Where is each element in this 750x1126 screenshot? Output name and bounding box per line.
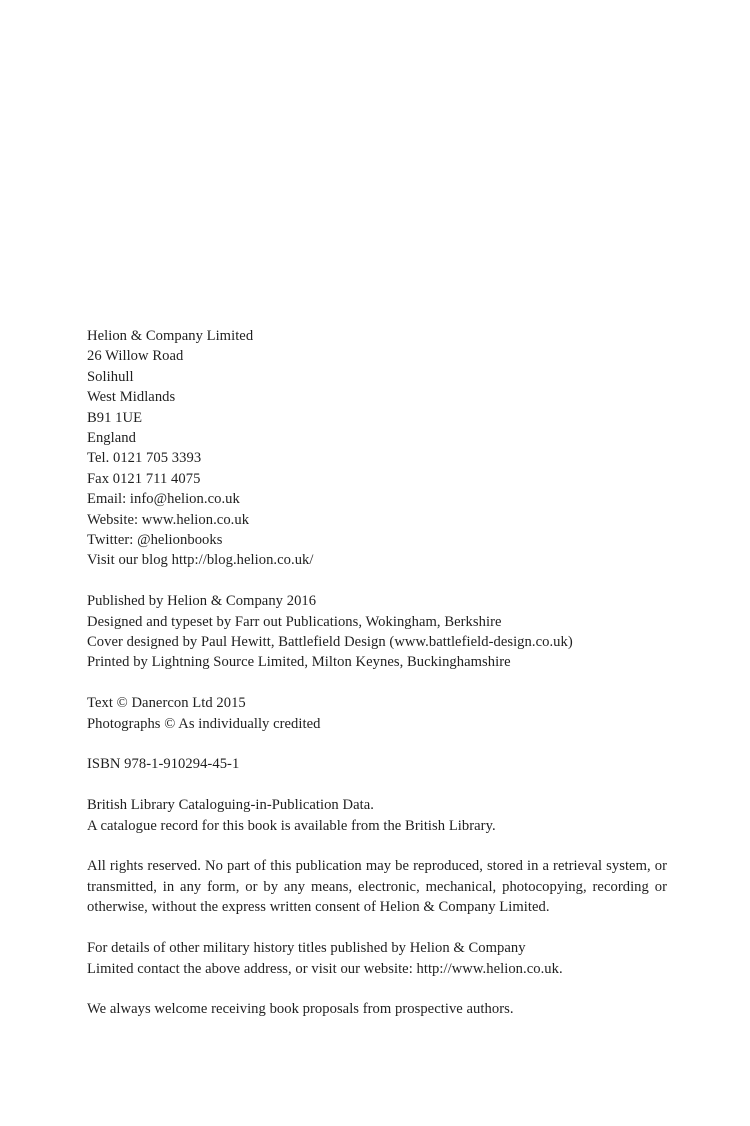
address-county: West Midlands xyxy=(87,389,176,406)
typeset-by-line: Designed and typeset by Farr out Publications, Wokingham, Berkshire xyxy=(87,613,502,630)
photographs-copyright-line: Photographs © As individually credited xyxy=(87,715,321,732)
isbn-line: ISBN 978-1-910294-45-1 xyxy=(87,756,240,773)
proposals-line: We always welcome receiving book proposals from prospective authors. xyxy=(87,1001,514,1018)
publisher-name: Helion & Company Limited xyxy=(87,328,254,344)
address-country: England xyxy=(87,430,136,447)
email-line: Email: info@helion.co.uk xyxy=(87,491,240,508)
rights-paragraph: All rights reserved. No part of this publication may be reproduced, stored in a retrieval system, or transmitted, in any form, or by any means, electronic, mechanical, photocopying, recording or otherwise, without the express written consent of Helion & Company Limited. xyxy=(87,858,667,916)
copyright-block xyxy=(87,693,667,734)
cover-design-line: Cover designed by Paul Hewitt, Battlefield Design (www.battlefield-design.co.uk) xyxy=(87,634,573,651)
details-line-2: Limited contact the above address, or visit our website: http://www.helion.co.uk. xyxy=(87,960,563,977)
telephone-line: Tel. 0121 705 3393 xyxy=(87,450,202,467)
catalogue-record-line: A catalogue record for this book is available from the British Library. xyxy=(87,817,496,834)
text-copyright-line: Text © Danercon Ltd 2015 xyxy=(87,695,246,712)
address-town: Solihull xyxy=(87,368,134,385)
fax-line: Fax 0121 711 4075 xyxy=(87,470,201,487)
printed-by-line: Printed by Lightning Source Limited, Milton Keynes, Buckinghamshire xyxy=(87,654,511,671)
website-line: Website: www.helion.co.uk xyxy=(87,511,250,528)
publisher-address-block xyxy=(87,326,667,571)
twitter-line: Twitter: @helionbooks xyxy=(87,532,223,549)
isbn-block xyxy=(87,754,667,774)
published-by-line: Published by Helion & Company 2016 xyxy=(87,593,317,610)
cataloguing-block xyxy=(87,795,667,836)
proposals-block xyxy=(87,999,667,1019)
copyright-page xyxy=(87,326,667,1020)
address-street: 26 Willow Road xyxy=(87,348,184,365)
cataloguing-line: British Library Cataloguing-in-Publication Data. xyxy=(87,797,374,814)
production-credits-block xyxy=(87,591,667,673)
details-line-1: For details of other military history titles published by Helion & Company xyxy=(87,940,526,957)
details-block xyxy=(87,938,667,979)
address-postcode: B91 1UE xyxy=(87,409,143,426)
blog-line: Visit our blog http://blog.helion.co.uk/ xyxy=(87,552,314,569)
